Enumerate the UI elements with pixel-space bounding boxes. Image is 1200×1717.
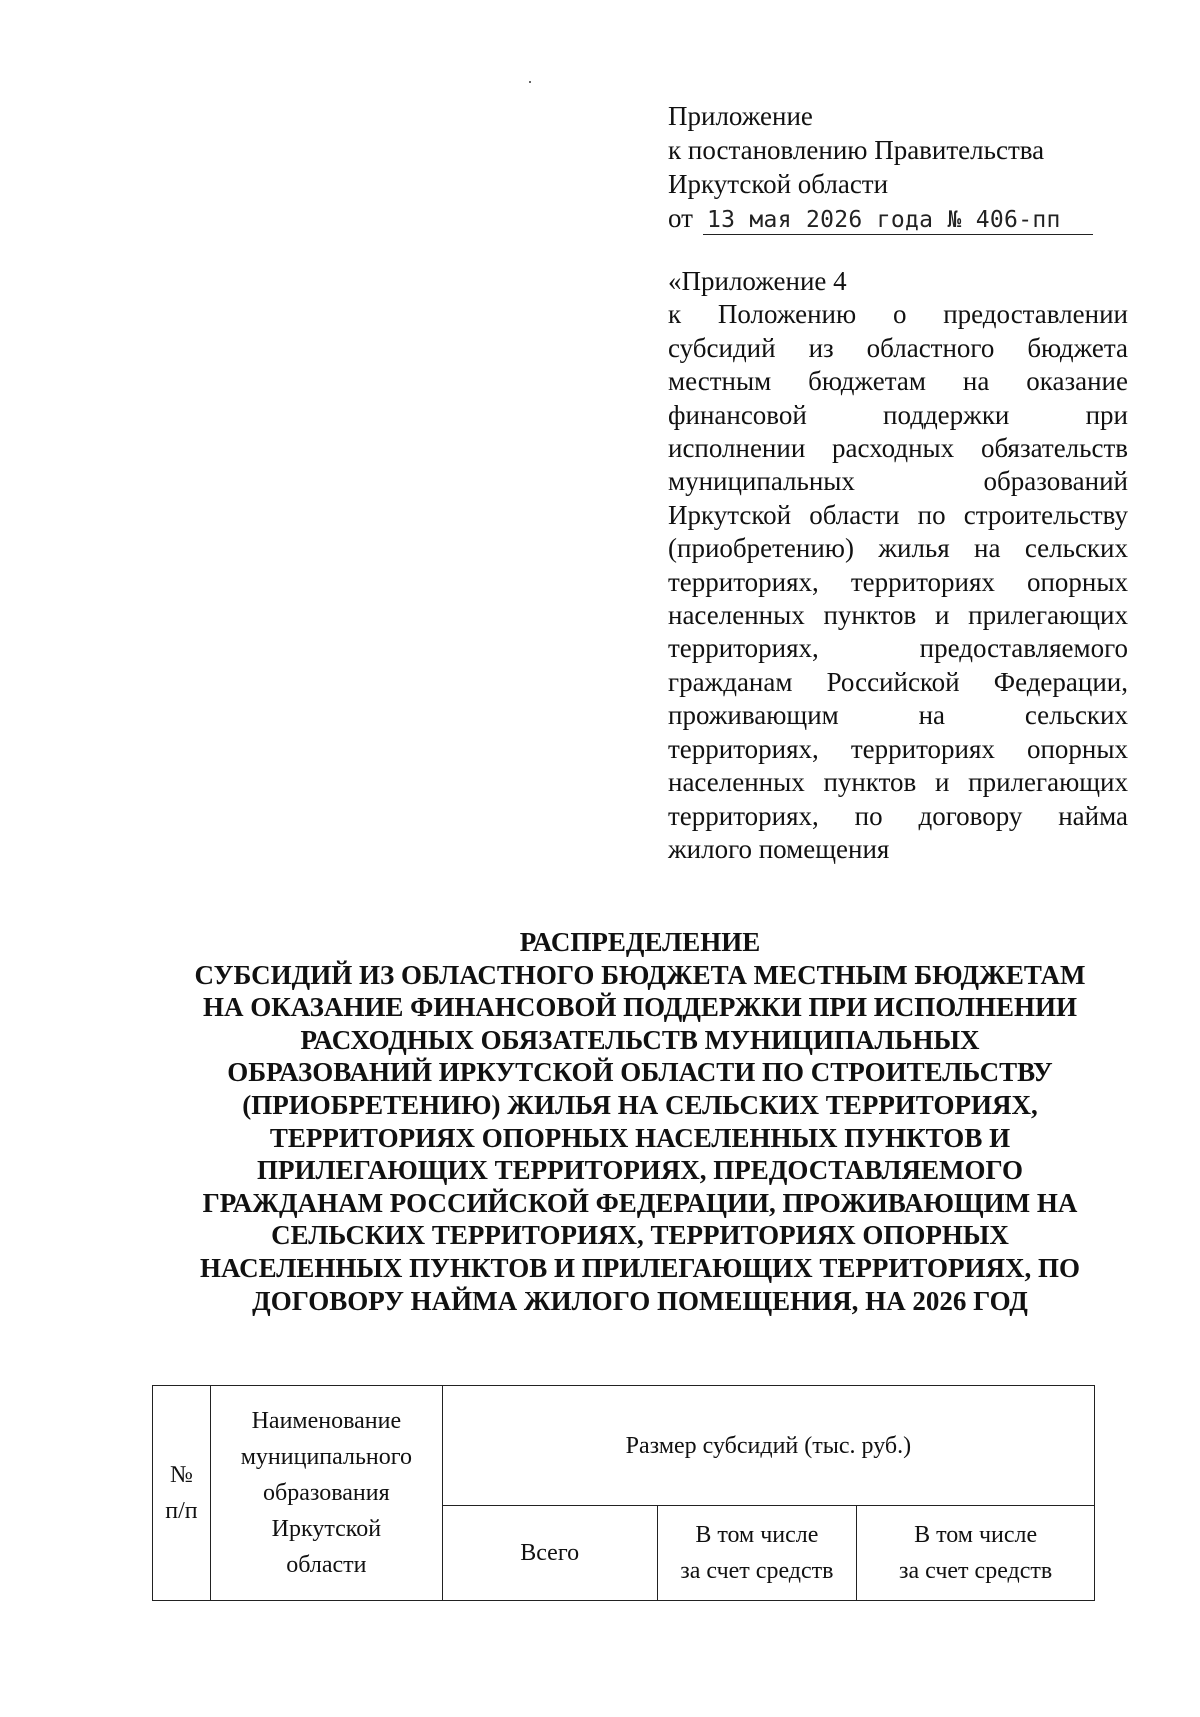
decree-reference bbox=[668, 201, 1128, 235]
header-text: за счет средств bbox=[680, 1558, 834, 1584]
decree-prefix: от bbox=[668, 203, 693, 233]
title-line: ГРАЖДАНАМ РОССИЙСКОЙ ФЕДЕРАЦИИ, ПРОЖИВАЮЩИМ НА bbox=[202, 1187, 1078, 1218]
header-line: Приложение bbox=[668, 101, 813, 131]
title-line: ТЕРРИТОРИЯХ ОПОРНЫХ НАСЕЛЕННЫХ ПУНКТОВ И bbox=[269, 1122, 1011, 1153]
subsidy-table bbox=[152, 1385, 1095, 1601]
header-cell-subsidy-size bbox=[442, 1386, 1094, 1506]
appendix-title: «Приложение 4 bbox=[668, 266, 847, 296]
document-title bbox=[160, 926, 1120, 1317]
header-text: В том числе bbox=[914, 1522, 1038, 1548]
title-line: СУБСИДИЙ ИЗ ОБЛАСТНОГО БЮДЖЕТА МЕСТНЫМ БЮДЖЕТАМ bbox=[194, 959, 1086, 990]
header-text: Наименование bbox=[251, 1408, 402, 1434]
appendix-reference bbox=[668, 265, 1128, 866]
header-text: п/п bbox=[165, 1498, 198, 1524]
decree-date-number: 13 мая 2026 года № 406-пп bbox=[703, 206, 1093, 235]
header-cell-including-1 bbox=[657, 1506, 857, 1601]
header-line: к постановлению Правительства bbox=[668, 135, 1045, 165]
header-text: Иркутской bbox=[271, 1516, 382, 1542]
header-text: Размер субсидий (тыс. руб.) bbox=[625, 1432, 912, 1459]
header-text: за счет средств bbox=[899, 1558, 1053, 1584]
header-text: № bbox=[170, 1462, 193, 1488]
table-header-row bbox=[153, 1386, 1095, 1506]
title-line: (ПРИОБРЕТЕНИЮ) ЖИЛЬЯ НА СЕЛЬСКИХ ТЕРРИТОРИЯХ, bbox=[242, 1089, 1038, 1120]
header-text: образования bbox=[263, 1480, 390, 1506]
header-cell-total bbox=[442, 1506, 657, 1601]
title-line: РАСХОДНЫХ ОБЯЗАТЕЛЬСТВ МУНИЦИПАЛЬНЫХ bbox=[300, 1024, 980, 1055]
title-line: НАСЕЛЕННЫХ ПУНКТОВ И ПРИЛЕГАЮЩИХ ТЕРРИТОРИЯХ, ПО bbox=[199, 1252, 1081, 1283]
title-line: ПРИЛЕГАЮЩИХ ТЕРРИТОРИЯХ, ПРЕДОСТАВЛЯЕМОГО bbox=[257, 1155, 1023, 1186]
title-line: РАСПРЕДЕЛЕНИЕ bbox=[519, 927, 761, 957]
header-cell-number bbox=[153, 1386, 211, 1601]
title-line: СЕЛЬСКИХ ТЕРРИТОРИЯХ, ТЕРРИТОРИЯХ ОПОРНЫХ bbox=[271, 1220, 1009, 1251]
header-cell-municipality bbox=[210, 1386, 442, 1601]
header-cell-including-2 bbox=[857, 1506, 1095, 1601]
header-line: Иркутской области bbox=[668, 169, 889, 199]
attachment-header bbox=[668, 99, 1128, 235]
header-text: Всего bbox=[520, 1540, 580, 1566]
scan-speck bbox=[529, 81, 531, 83]
title-line: ДОГОВОРУ НАЙМА ЖИЛОГО ПОМЕЩЕНИЯ, НА 2026 ГОД bbox=[252, 1285, 1028, 1316]
header-text: В том числе bbox=[695, 1522, 819, 1548]
title-line: НА ОКАЗАНИЕ ФИНАНСОВОЙ ПОДДЕРЖКИ ПРИ ИСПОЛНЕНИИ bbox=[202, 992, 1078, 1023]
header-text: муниципального bbox=[240, 1444, 412, 1470]
appendix-body: к Положению о предоставлении субсидий из областного бюджета местным бюджетам на оказание финансовой поддержки при исполнении расходных обязательств муниципальных образований Иркутской области по строительству (приобретению) жилья на сельских территориях, территориях опорных населенных пунктов и прилегающих территориях, предоставляемого гражданам Российской Федерации, проживающим на сельских территориях, территориях опорных населенных пунктов и прилегающих территориях, по договору найма жилого помещения bbox=[668, 299, 1128, 864]
header-text: области bbox=[286, 1552, 367, 1578]
title-line: ОБРАЗОВАНИЙ ИРКУТСКОЙ ОБЛАСТИ ПО СТРОИТЕЛЬСТВУ bbox=[227, 1057, 1053, 1088]
